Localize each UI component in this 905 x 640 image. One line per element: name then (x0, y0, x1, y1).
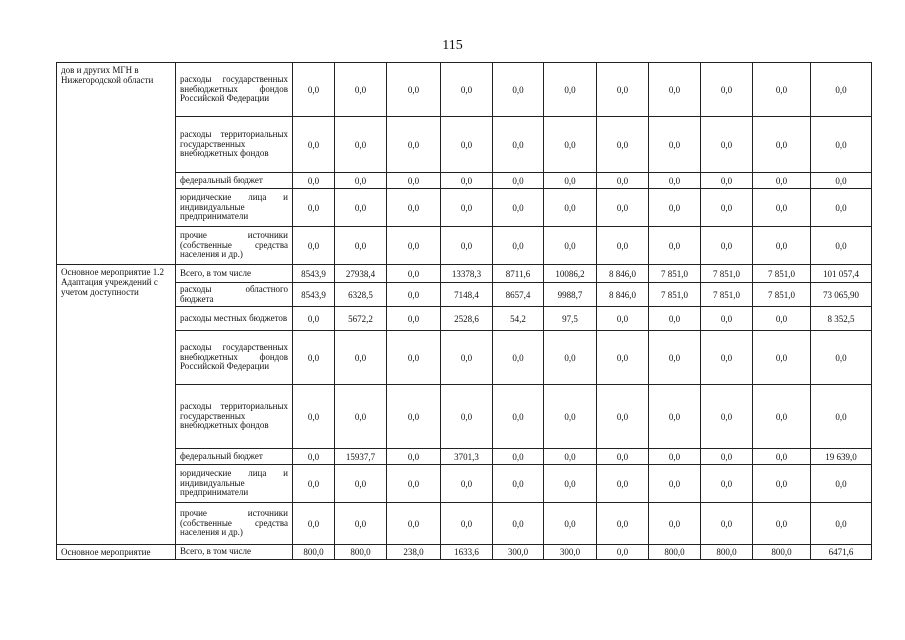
amount-cell: 7148,4 (441, 283, 493, 307)
activity-name-cell: Основное мероприятие (57, 545, 176, 560)
amount-cell: 0,0 (335, 117, 387, 173)
amount-cell: 2528,6 (441, 307, 493, 331)
amount-cell: 0,0 (387, 385, 441, 449)
amount-cell: 0,0 (493, 63, 544, 117)
amount-cell: 8543,9 (293, 283, 335, 307)
amount-cell: 7 851,0 (701, 265, 753, 283)
amount-cell: 0,0 (597, 307, 649, 331)
amount-cell: 6471,6 (811, 545, 872, 560)
amount-cell: 0,0 (441, 227, 493, 265)
amount-cell: 0,0 (701, 63, 753, 117)
amount-cell: 15937,7 (335, 449, 387, 465)
amount-cell: 0,0 (597, 173, 649, 189)
amount-cell: 0,0 (387, 331, 441, 385)
page-number: 115 (442, 38, 463, 53)
amount-cell: 7 851,0 (753, 265, 811, 283)
amount-cell: 0,0 (649, 189, 701, 227)
amount-cell: 0,0 (544, 117, 597, 173)
funding-source-cell: прочие источники (собственные средства населения и др.) (176, 503, 293, 545)
amount-cell: 0,0 (387, 283, 441, 307)
activity-name-cell: дов и других МГН в Нижегородской области (57, 63, 176, 265)
funding-source-cell: расходы территориальных государственных внебюджетных фондов (176, 117, 293, 173)
amount-cell: 0,0 (597, 503, 649, 545)
amount-cell: 0,0 (649, 503, 701, 545)
amount-cell: 0,0 (649, 227, 701, 265)
amount-cell: 800,0 (293, 545, 335, 560)
amount-cell: 0,0 (753, 307, 811, 331)
amount-cell: 0,0 (701, 331, 753, 385)
amount-cell: 0,0 (544, 331, 597, 385)
amount-cell: 0,0 (493, 449, 544, 465)
amount-cell: 97,5 (544, 307, 597, 331)
table-row (57, 63, 872, 117)
amount-cell: 0,0 (811, 173, 872, 189)
amount-cell: 0,0 (441, 385, 493, 449)
amount-cell: 0,0 (441, 331, 493, 385)
table-row (57, 545, 872, 560)
table-row (57, 449, 872, 465)
funding-source-cell: прочие источники (собственные средства населения и др.) (176, 227, 293, 265)
amount-cell: 0,0 (441, 503, 493, 545)
amount-cell: 0,0 (387, 503, 441, 545)
amount-cell: 27938,4 (335, 265, 387, 283)
amount-cell: 800,0 (649, 545, 701, 560)
table-row (57, 117, 872, 173)
amount-cell: 0,0 (544, 63, 597, 117)
table-row (57, 307, 872, 331)
amount-cell: 8711,6 (493, 265, 544, 283)
amount-cell: 0,0 (597, 545, 649, 560)
amount-cell: 800,0 (753, 545, 811, 560)
amount-cell: 0,0 (544, 385, 597, 449)
amount-cell: 0,0 (544, 465, 597, 503)
table-row (57, 331, 872, 385)
amount-cell: 0,0 (335, 63, 387, 117)
amount-cell: 0,0 (811, 465, 872, 503)
amount-cell: 800,0 (335, 545, 387, 560)
amount-cell: 8 352,5 (811, 307, 872, 331)
amount-cell: 0,0 (544, 227, 597, 265)
table-row (57, 189, 872, 227)
table-row (57, 283, 872, 307)
amount-cell: 238,0 (387, 545, 441, 560)
amount-cell: 0,0 (387, 63, 441, 117)
funding-source-cell: Всего, в том числе (176, 545, 293, 560)
amount-cell: 0,0 (335, 331, 387, 385)
amount-cell: 0,0 (649, 449, 701, 465)
amount-cell: 0,0 (441, 117, 493, 173)
amount-cell: 0,0 (293, 503, 335, 545)
amount-cell: 1633,6 (441, 545, 493, 560)
amount-cell: 300,0 (544, 545, 597, 560)
amount-cell: 13378,3 (441, 265, 493, 283)
amount-cell: 0,0 (387, 465, 441, 503)
funding-source-cell: расходы государственных внебюджетных фондов Российской Федерации (176, 63, 293, 117)
amount-cell: 0,0 (335, 465, 387, 503)
amount-cell: 0,0 (811, 503, 872, 545)
amount-cell: 0,0 (753, 331, 811, 385)
amount-cell: 8543,9 (293, 265, 335, 283)
amount-cell: 0,0 (441, 63, 493, 117)
table-row (57, 173, 872, 189)
amount-cell: 0,0 (597, 63, 649, 117)
amount-cell: 0,0 (493, 503, 544, 545)
table-row (57, 385, 872, 449)
amount-cell: 0,0 (597, 331, 649, 385)
amount-cell: 0,0 (493, 227, 544, 265)
amount-cell: 0,0 (811, 189, 872, 227)
amount-cell: 0,0 (753, 465, 811, 503)
amount-cell: 0,0 (753, 503, 811, 545)
amount-cell: 0,0 (293, 63, 335, 117)
amount-cell: 0,0 (293, 465, 335, 503)
amount-cell: 0,0 (544, 173, 597, 189)
amount-cell: 0,0 (387, 449, 441, 465)
amount-cell: 0,0 (649, 385, 701, 449)
amount-cell: 19 639,0 (811, 449, 872, 465)
table-row (57, 227, 872, 265)
amount-cell: 0,0 (753, 63, 811, 117)
amount-cell: 0,0 (649, 465, 701, 503)
amount-cell: 0,0 (387, 189, 441, 227)
amount-cell: 0,0 (753, 385, 811, 449)
amount-cell: 9988,7 (544, 283, 597, 307)
amount-cell: 0,0 (811, 227, 872, 265)
amount-cell: 0,0 (597, 385, 649, 449)
amount-cell: 0,0 (753, 173, 811, 189)
amount-cell: 0,0 (597, 117, 649, 173)
amount-cell: 0,0 (335, 227, 387, 265)
funding-source-cell: федеральный бюджет (176, 173, 293, 189)
amount-cell: 0,0 (811, 331, 872, 385)
amount-cell: 0,0 (293, 385, 335, 449)
amount-cell: 0,0 (649, 331, 701, 385)
amount-cell: 0,0 (701, 117, 753, 173)
amount-cell: 300,0 (493, 545, 544, 560)
amount-cell: 800,0 (701, 545, 753, 560)
funding-source-cell: юридические лица и индивидуальные предприниматели (176, 189, 293, 227)
amount-cell: 0,0 (441, 173, 493, 189)
amount-cell: 0,0 (649, 63, 701, 117)
amount-cell: 0,0 (649, 307, 701, 331)
amount-cell: 0,0 (649, 117, 701, 173)
funding-source-cell: расходы областного бюджета (176, 283, 293, 307)
amount-cell: 0,0 (597, 449, 649, 465)
amount-cell: 0,0 (701, 449, 753, 465)
amount-cell: 0,0 (701, 173, 753, 189)
amount-cell: 0,0 (544, 189, 597, 227)
amount-cell: 0,0 (493, 465, 544, 503)
amount-cell: 73 065,90 (811, 283, 872, 307)
amount-cell: 10086,2 (544, 265, 597, 283)
amount-cell: 0,0 (293, 449, 335, 465)
amount-cell: 7 851,0 (701, 283, 753, 307)
amount-cell: 0,0 (649, 173, 701, 189)
amount-cell: 0,0 (335, 189, 387, 227)
funding-source-cell: юридические лица и индивидуальные предприниматели (176, 465, 293, 503)
amount-cell: 0,0 (387, 265, 441, 283)
amount-cell: 0,0 (701, 307, 753, 331)
amount-cell: 0,0 (441, 465, 493, 503)
funding-table (56, 62, 872, 560)
amount-cell: 7 851,0 (649, 283, 701, 307)
amount-cell: 0,0 (701, 385, 753, 449)
amount-cell: 0,0 (441, 189, 493, 227)
amount-cell: 0,0 (701, 227, 753, 265)
amount-cell: 8657,4 (493, 283, 544, 307)
amount-cell: 0,0 (544, 503, 597, 545)
amount-cell: 0,0 (293, 331, 335, 385)
amount-cell: 0,0 (597, 465, 649, 503)
amount-cell: 0,0 (811, 385, 872, 449)
amount-cell: 0,0 (811, 63, 872, 117)
funding-source-cell: Всего, в том числе (176, 265, 293, 283)
amount-cell: 0,0 (701, 503, 753, 545)
amount-cell: 0,0 (701, 465, 753, 503)
amount-cell: 8 846,0 (597, 283, 649, 307)
amount-cell: 0,0 (811, 117, 872, 173)
amount-cell: 0,0 (597, 227, 649, 265)
amount-cell: 5672,2 (335, 307, 387, 331)
amount-cell: 0,0 (597, 189, 649, 227)
amount-cell: 0,0 (293, 189, 335, 227)
amount-cell: 0,0 (335, 173, 387, 189)
amount-cell: 101 057,4 (811, 265, 872, 283)
amount-cell: 3701,3 (441, 449, 493, 465)
amount-cell: 0,0 (493, 173, 544, 189)
amount-cell: 0,0 (493, 385, 544, 449)
amount-cell: 0,0 (335, 503, 387, 545)
funding-source-cell: федеральный бюджет (176, 449, 293, 465)
amount-cell: 0,0 (753, 117, 811, 173)
table-row (57, 265, 872, 283)
amount-cell: 0,0 (293, 173, 335, 189)
amount-cell: 54,2 (493, 307, 544, 331)
amount-cell: 0,0 (335, 385, 387, 449)
funding-source-cell: расходы местных бюджетов (176, 307, 293, 331)
funding-source-cell: расходы территориальных государственных внебюджетных фондов (176, 385, 293, 449)
amount-cell: 0,0 (753, 189, 811, 227)
amount-cell: 6328,5 (335, 283, 387, 307)
amount-cell: 7 851,0 (753, 283, 811, 307)
table-row (57, 503, 872, 545)
amount-cell: 0,0 (293, 227, 335, 265)
amount-cell: 0,0 (753, 227, 811, 265)
amount-cell: 0,0 (493, 117, 544, 173)
amount-cell: 0,0 (387, 307, 441, 331)
amount-cell: 0,0 (293, 117, 335, 173)
funding-source-cell: расходы государственных внебюджетных фондов Российской Федерации (176, 331, 293, 385)
amount-cell: 0,0 (387, 227, 441, 265)
amount-cell: 0,0 (493, 331, 544, 385)
amount-cell: 7 851,0 (649, 265, 701, 283)
table-body (57, 63, 872, 560)
amount-cell: 0,0 (387, 173, 441, 189)
amount-cell: 8 846,0 (597, 265, 649, 283)
amount-cell: 0,0 (544, 449, 597, 465)
table-row (57, 465, 872, 503)
amount-cell: 0,0 (753, 449, 811, 465)
amount-cell: 0,0 (493, 189, 544, 227)
activity-name-cell: Основное мероприятие 1.2 Адаптация учреждений с учетом доступности (57, 265, 176, 545)
amount-cell: 0,0 (293, 307, 335, 331)
amount-cell: 0,0 (387, 117, 441, 173)
amount-cell: 0,0 (701, 189, 753, 227)
